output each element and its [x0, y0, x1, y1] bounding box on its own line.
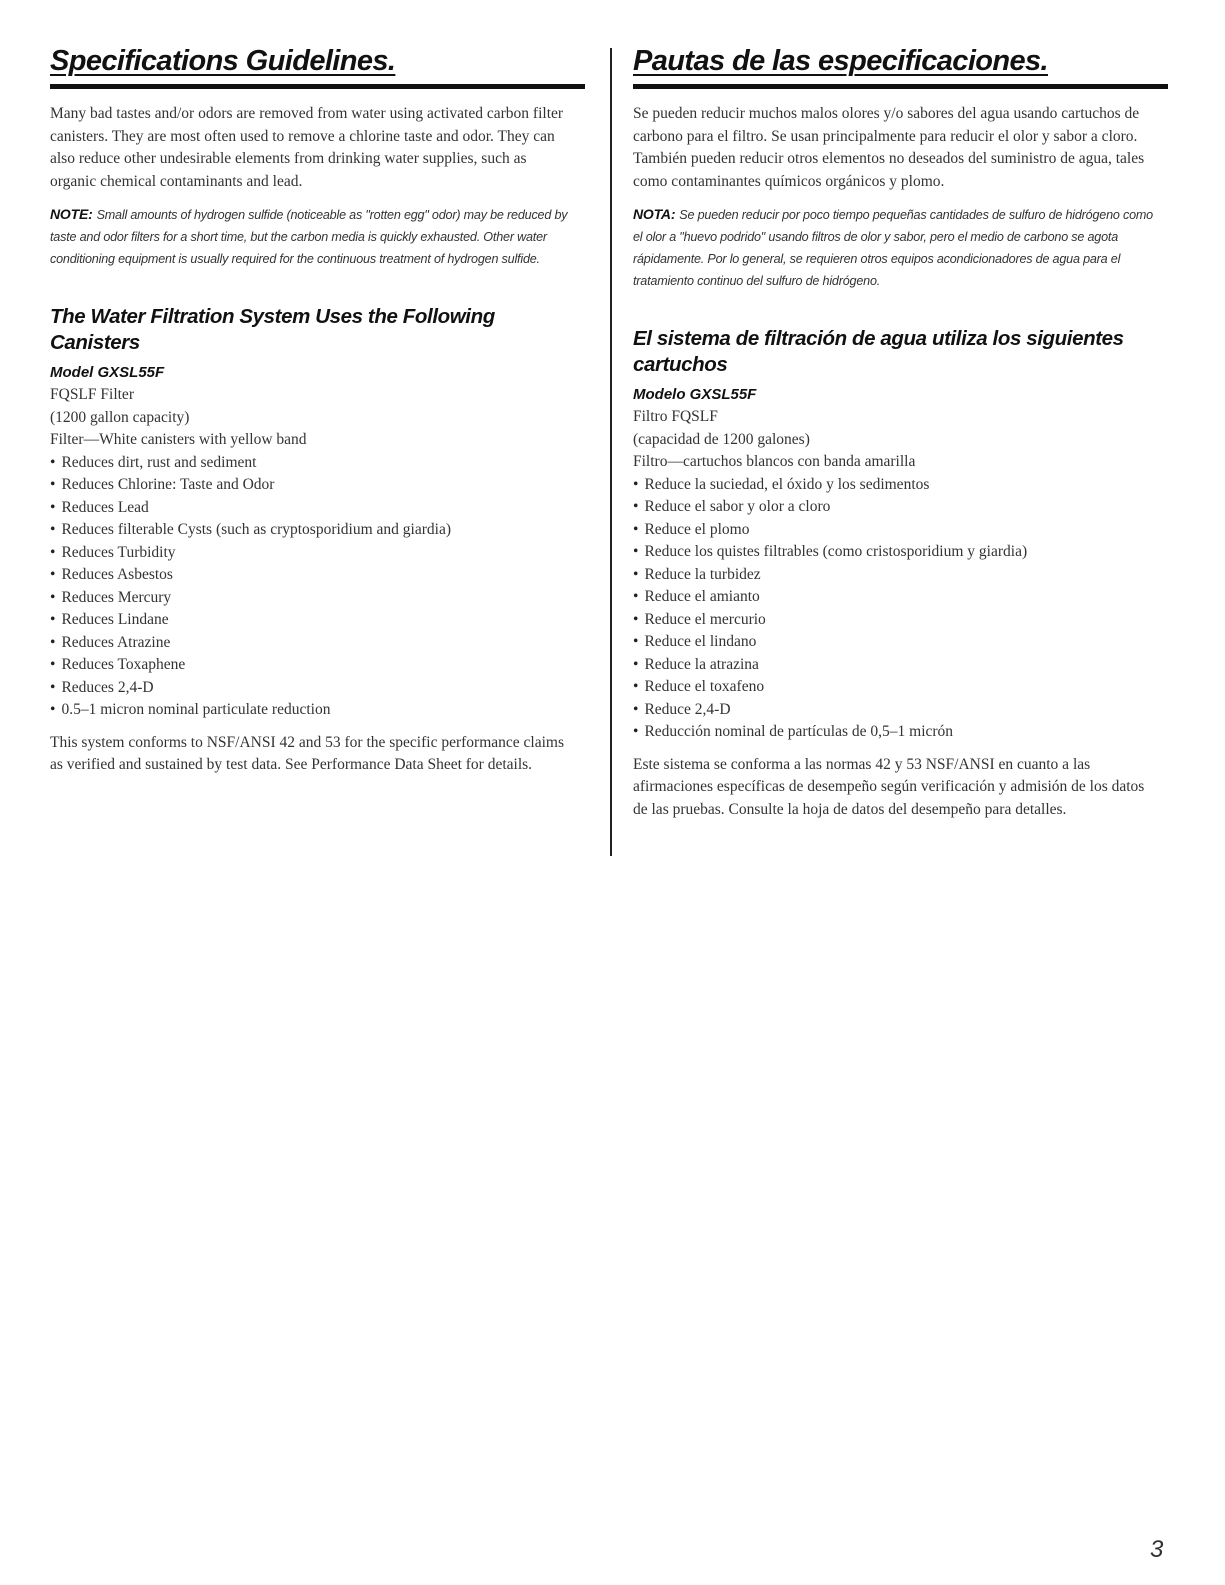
- filter-name-es: Filtro FQSLF: [633, 408, 718, 425]
- section-title-es: Pautas de las especificaciones.: [633, 45, 1049, 77]
- list-item: • Reduce el amianto: [633, 586, 1163, 609]
- reduction-list: [50, 452, 580, 722]
- list-item: • Reduces Atrazine: [50, 632, 580, 655]
- page-number: 3: [1150, 1536, 1164, 1563]
- list-item: • Reduce el lindano: [633, 631, 1163, 654]
- list-item: • Reduces dirt, rust and sediment: [50, 452, 580, 475]
- list-item: • 0.5–1 micron nominal particulate reduction: [50, 699, 580, 722]
- list-item: • Reducción nominal de partículas de 0,5–1 micrón: [633, 721, 1163, 744]
- intro-paragraph: Many bad tastes and/or odors are removed from water using activated carbon filter canisters. They are most often used to remove a chlorine taste and odor. They can also reduce other undesirable elements from drinking water supplies, such as organic chemical contaminants and lead.: [50, 105, 564, 190]
- note-text-es: Se pueden reducir por poco tiempo pequeñas cantidades de sulfuro de hidrógeno como el olor a "huevo podrido" usando filtros de olor y sabor, pero el medio de carbono se agota rápidamente. Por lo general, se requieren otros equipos acondicionadores de agua para el tratamiento continuo del sulfuro de hidrógeno.: [633, 208, 1153, 288]
- list-item: • Reduce 2,4-D: [633, 699, 1163, 722]
- list-item: • Reduces Chlorine: Taste and Odor: [50, 474, 580, 497]
- list-item: • Reduces Mercury: [50, 587, 580, 610]
- list-item: • Reduce la atrazina: [633, 654, 1163, 677]
- list-item: • Reduces filterable Cysts (such as cryptosporidium and giardia): [50, 519, 580, 542]
- filter-description: Filter—White canisters with yellow band: [50, 431, 307, 448]
- conformance-paragraph-es: Este sistema se conforma a las normas 42 y 53 NSF/ANSI en cuanto a las afirmaciones específicas de desempeño según verificación y admisión de los datos de las pruebas. Consulte la hoja de datos del desempeño para detalles.: [633, 755, 1145, 818]
- list-item: • Reduces Lindane: [50, 609, 580, 632]
- list-item: • Reduce el toxafeno: [633, 676, 1163, 699]
- filter-description-es: Filtro—cartuchos blancos con banda amarilla: [633, 453, 916, 470]
- list-item: • Reduce la turbidez: [633, 564, 1163, 587]
- list-item: • Reduce el mercurio: [633, 609, 1163, 632]
- reduction-list-es: [633, 474, 1163, 744]
- note-paragraph-es: [633, 203, 1158, 292]
- list-item: • Reduces Lead: [50, 497, 580, 520]
- filter-capacity-es: (capacidad de 1200 galones): [633, 430, 810, 448]
- model-label: Model GXSL55F: [50, 364, 165, 381]
- note-label: NOTE:: [50, 206, 93, 222]
- conformance-paragraph: This system conforms to NSF/ANSI 42 and 53 for the specific performance claims as verified and sustained by test data. See Performance Data Sheet for details.: [50, 733, 564, 773]
- note-label-es: NOTA:: [633, 206, 676, 222]
- list-item: • Reduces Turbidity: [50, 542, 580, 565]
- list-item: • Reduces Toxaphene: [50, 654, 580, 677]
- column-divider: [610, 48, 612, 856]
- section-title: Specifications Guidelines.: [50, 45, 396, 77]
- english-column: [50, 44, 580, 787]
- title-rule: [50, 84, 585, 89]
- note-paragraph: [50, 203, 575, 270]
- note-text: Small amounts of hydrogen sulfide (noticeable as "rotten egg" odor) may be reduced by taste and odor filters for a short time, but the carbon media is quickly exhausted. Other water conditioning equipment is usually required for the continuous treatment of hydrogen sulfide.: [50, 208, 568, 266]
- canisters-heading-es: El sistema de filtración de agua utiliza los siguientes cartuchos: [633, 327, 1124, 376]
- filter-capacity: (1200 gallon capacity): [50, 408, 190, 426]
- intro-paragraph-es: Se pueden reducir muchos malos olores y/o sabores del agua usando cartuchos de carbono para el filtro. Se usan principalmente para reducir el olor y sabor a cloro. También pueden reducir otros elementos no deseados del suministro de agua, tales como contaminantes químicos orgánicos y plomo.: [633, 105, 1145, 190]
- list-item: • Reduces 2,4-D: [50, 677, 580, 700]
- title-rule-es: [633, 84, 1168, 89]
- list-item: • Reduce el sabor y olor a cloro: [633, 496, 1163, 519]
- list-item: • Reduce los quistes filtrables (como cristosporidium y giardia): [633, 541, 1163, 564]
- list-item: • Reduce el plomo: [633, 519, 1163, 542]
- filter-name: FQSLF Filter: [50, 386, 134, 403]
- list-item: • Reduce la suciedad, el óxido y los sedimentos: [633, 474, 1163, 497]
- list-item: • Reduces Asbestos: [50, 564, 580, 587]
- spanish-column: [633, 44, 1163, 831]
- canisters-heading: The Water Filtration System Uses the Following Canisters: [50, 305, 495, 354]
- model-label-es: Modelo GXSL55F: [633, 386, 757, 403]
